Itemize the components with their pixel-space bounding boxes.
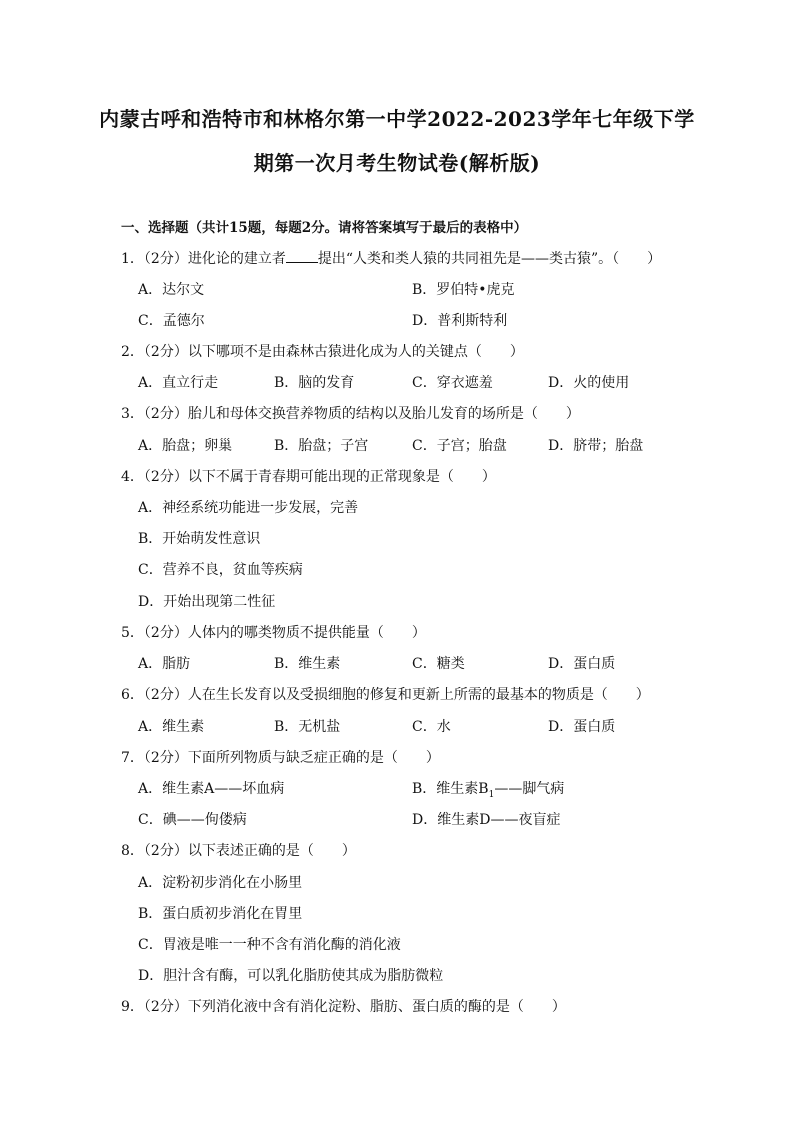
question-8-option-b: B．蛋白质初步消化在胃里 xyxy=(138,906,303,922)
question-3-stem: 3．（2分）胎儿和母体交换营养物质的结构以及胎儿发育的场所是（ ） xyxy=(121,406,580,422)
section-heading: 一、选择题（共计15题，每题2分。请将答案填写于最后的表格中） xyxy=(121,220,528,236)
question-6-stem: 6．（2分）人在生长发育以及受损细胞的修复和更新上所需的最基本的物质是（ ） xyxy=(121,687,650,703)
question-7-option-c: C．碘——佝偻病 xyxy=(138,812,247,828)
question-2-option-c: C．穿衣遮羞 xyxy=(412,375,493,391)
question-5-option-a: A．脂肪 xyxy=(138,656,191,672)
question-9-stem: 9．（2分）下列消化液中含有消化淀粉、脂肪、蛋白质的酶的是（ ） xyxy=(121,999,566,1015)
question-4-option-b: B．开始萌发性意识 xyxy=(138,531,261,547)
question-5-option-c: C．糖类 xyxy=(412,656,465,672)
question-5-option-d: D．蛋白质 xyxy=(548,656,616,672)
question-8-option-a: A．淀粉初步消化在小肠里 xyxy=(138,875,303,891)
question-7-stem: 7．（2分）下面所列物质与缺乏症正确的是（ ） xyxy=(121,750,440,766)
question-2-option-a: A．直立行走 xyxy=(138,375,219,391)
question-7-option-b xyxy=(412,780,564,804)
question-7-option-b-subscript: 1 xyxy=(488,789,495,800)
question-1-stem xyxy=(121,248,661,268)
question-3-option-c: C．子宫；胎盘 xyxy=(412,438,507,454)
question-1-stem-part-b: 提出“人类和类人猿的共同祖先是——类古猿”。（ ） xyxy=(317,251,662,267)
question-7-option-b-suffix: ——脚气病 xyxy=(494,781,565,797)
question-5-stem: 5．（2分）人体内的哪类物质不提供能量（ ） xyxy=(121,625,426,641)
question-6-option-b: B．无机盐 xyxy=(274,719,341,735)
question-3-option-b: B．胎盘；子宫 xyxy=(274,438,369,454)
question-1-stem-part-a: 1．（2分）进化论的建立者 xyxy=(121,251,286,267)
question-6-option-d: D．蛋白质 xyxy=(548,719,616,735)
document-title-line-2: 期第一次月考生物试卷(解析版) xyxy=(253,151,541,175)
question-3-option-a: A．胎盘；卵巢 xyxy=(138,438,233,454)
question-4-option-c: C．营养不良，贫血等疾病 xyxy=(138,562,303,578)
question-4-stem: 4．（2分）以下不属于青春期可能出现的正常现象是（ ） xyxy=(121,469,496,485)
question-2-option-b: B．脑的发育 xyxy=(274,375,355,391)
question-8-option-d: D．胆汁含有酶，可以乳化脂肪使其成为脂肪微粒 xyxy=(138,968,444,984)
answer-blank xyxy=(286,248,318,263)
question-1-option-b: B．罗伯特•虎克 xyxy=(412,282,515,298)
question-8-stem: 8．（2分）以下表述正确的是（ ） xyxy=(121,843,356,859)
question-8-option-c: C．胃液是唯一一种不含有消化酶的消化液 xyxy=(138,937,401,953)
question-7-option-a: A．维生素A——坏血病 xyxy=(138,781,285,797)
question-3-option-d: D．脐带；胎盘 xyxy=(548,438,644,454)
question-7-option-d: D．维生素D——夜盲症 xyxy=(412,812,561,828)
question-1-option-c: C．孟德尔 xyxy=(138,313,205,329)
document-title-line-1: 内蒙古呼和浩特市和林格尔第一中学2022-2023学年七年级下学 xyxy=(99,107,695,131)
question-4-option-a: A．神经系统功能进一步发展，完善 xyxy=(138,500,359,516)
question-4-option-d: D．开始出现第二性征 xyxy=(138,594,276,610)
question-1-option-d: D．普利斯特利 xyxy=(412,313,508,329)
question-7-option-b-prefix: B．维生素B xyxy=(412,781,489,797)
question-6-option-a: A．维生素 xyxy=(138,719,205,735)
question-5-option-b: B．维生素 xyxy=(274,656,341,672)
question-2-option-d: D．火的使用 xyxy=(548,375,630,391)
question-2-stem: 2．（2分）以下哪项不是由森林古猿进化成为人的关键点（ ） xyxy=(121,344,524,360)
question-1-option-a: A．达尔文 xyxy=(138,282,205,298)
question-6-option-c: C．水 xyxy=(412,719,451,735)
